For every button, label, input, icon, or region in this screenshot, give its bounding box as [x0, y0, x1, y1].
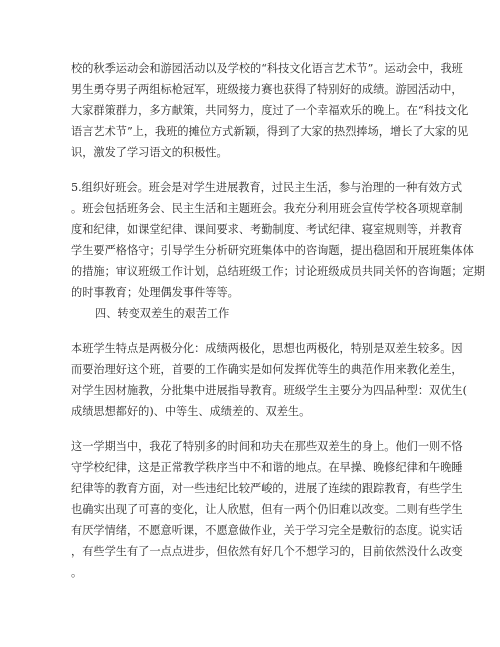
text-line: 度和纪律，如课堂纪律、课间要求、考勤制度、考试纪律、寝室规则等，并教育: [71, 223, 463, 236]
text-line: 5.组织好班会。班会是对学生进展教育，过民主生活，参与治理的一种有效方式: [71, 181, 463, 194]
text-line: 男生勇夺男子两组标枪冠军，班级接力赛也获得了特别好的成绩。游园活动中，: [71, 83, 463, 96]
text-line: 。: [71, 566, 83, 579]
text-line: 识，激发了学习语文的积极性。: [71, 146, 228, 159]
text-line: 而要治理好这个班，首要的工作确实是如何发挥优等生的典范作用来教化差生，: [71, 363, 463, 376]
text-line: 学生要严格恪守；引导学生分析研究班集体中的咨询题，提出稳固和开展班集体体: [71, 244, 474, 257]
text-line: 对学生因材施教，分批集中进展指导教育。班级学生主要分为四品种型：双优生(: [71, 384, 467, 397]
text-line: 大家群策群力，多方献策，共同努力，度过了一个幸福欢乐的晚上。在“科技文化: [71, 104, 469, 117]
text-line: 成绩思想都好的)、中等生、成绩差的、双差生。: [71, 405, 311, 418]
text-line: 也确实出现了可喜的变化，让人欣慰，但有一两个仍旧难以改变。二则有些学生: [71, 503, 463, 516]
text-line: 纪律等的教育方面，对一些违纪比较严峻的，进展了连续的跟踪教育，有些学生: [71, 482, 463, 495]
text-line: 本班学生特点是两极分化：成绩两极化，思想也两极化，特别是双差生较多。因: [71, 342, 463, 355]
text-line: 语言艺术节”上，我班的摊位方式新颖，得到了大家的热烈捧场，增长了大家的见: [71, 125, 469, 138]
section-heading: 四、转变双差生的艰苦工作: [95, 307, 230, 320]
text-line: 的措施；审议班级工作计划，总结班级工作；讨论班级成员共同关怀的咨询题；定期: [71, 265, 485, 278]
text-line: 。班会包括班务会、民主生活和主题班会。我充分利用班会宣传学校各项规章制: [71, 202, 463, 215]
text-line: 校的秋季运动会和游园活动以及学校的“科技文化语言艺术节”。运动会中，我班: [71, 62, 463, 75]
text-line: 有厌学情绪，不愿意听课，不愿意做作业，关于学习完全是敷衍的态度。说实话: [71, 524, 463, 537]
text-line: 这一学期当中，我花了特别多的时间和功夫在那些双差生的身上。他们一则不恪: [71, 440, 463, 453]
text-line: 守学校纪律，这是正常教学秩序当中不和谐的地点。在早操、晚修纪律和午晚睡: [71, 461, 463, 474]
text-line: 的时事教育；处理偶发事件等等。: [71, 286, 239, 299]
text-line: ，有些学生有了一点点进步，但依然有好几个不想学习的，目前依然没什么改变: [71, 545, 463, 558]
